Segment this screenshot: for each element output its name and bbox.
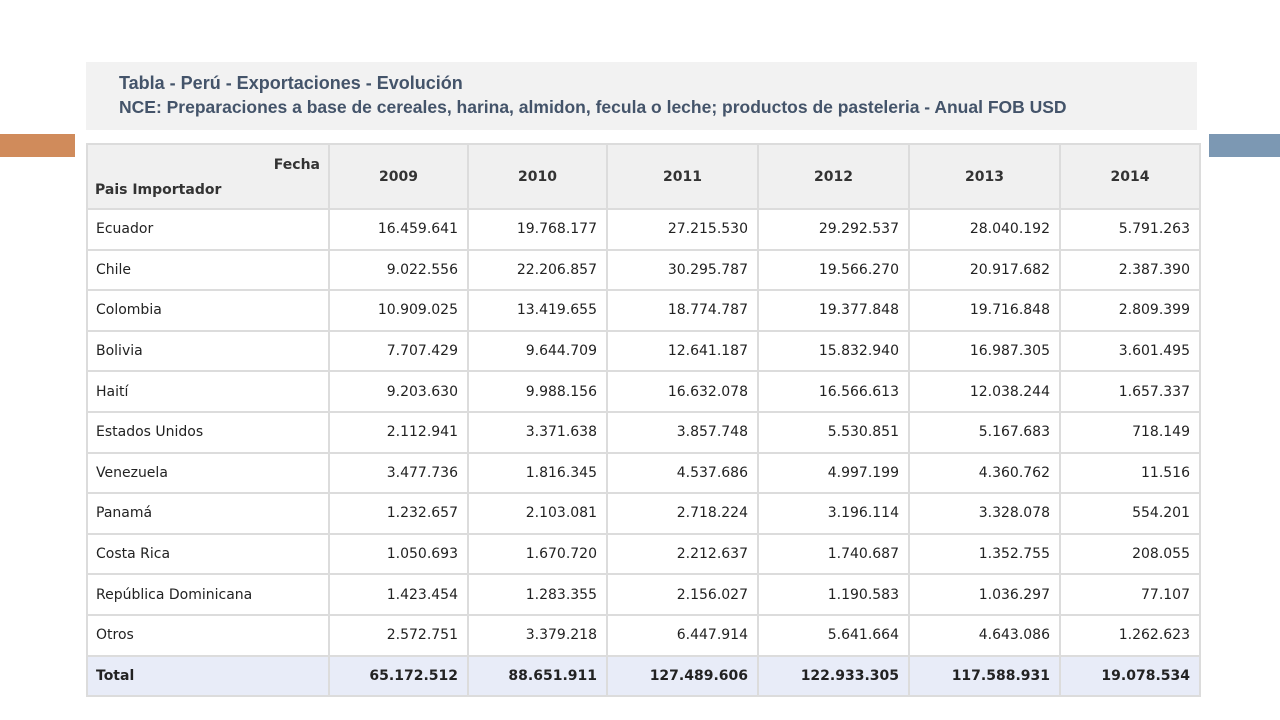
table-row: [88, 332, 1199, 371]
value-cell: 1.423.454: [330, 575, 467, 614]
value-cell: 4.537.686: [608, 454, 757, 493]
year-header: 2009: [330, 145, 467, 208]
country-cell: Panamá: [88, 494, 328, 533]
value-cell: 13.419.655: [469, 291, 606, 330]
value-cell: 2.718.224: [608, 494, 757, 533]
value-cell: 2.212.637: [608, 535, 757, 574]
value-cell: 9.988.156: [469, 372, 606, 411]
country-cell: Haití: [88, 372, 328, 411]
table-row: [88, 413, 1199, 452]
value-cell: 15.832.940: [759, 332, 908, 371]
total-value-cell: 127.489.606: [608, 657, 757, 696]
year-header: 2011: [608, 145, 757, 208]
exports-table: [86, 143, 1201, 697]
total-value-cell: 65.172.512: [330, 657, 467, 696]
table-row: [88, 535, 1199, 574]
table-row: [88, 494, 1199, 533]
table-title: Tabla - Perú - Exportaciones - Evolución: [119, 73, 463, 93]
total-label: Total: [88, 657, 328, 696]
table-row: [88, 616, 1199, 655]
table-row: [88, 291, 1199, 330]
value-cell: 16.632.078: [608, 372, 757, 411]
country-cell: Costa Rica: [88, 535, 328, 574]
value-cell: 28.040.192: [910, 210, 1059, 249]
value-cell: 208.055: [1061, 535, 1199, 574]
value-cell: 30.295.787: [608, 251, 757, 290]
country-cell: Colombia: [88, 291, 328, 330]
total-value-cell: 19.078.534: [1061, 657, 1199, 696]
value-cell: 12.641.187: [608, 332, 757, 371]
country-cell: República Dominicana: [88, 575, 328, 614]
value-cell: 5.641.664: [759, 616, 908, 655]
value-cell: 27.215.530: [608, 210, 757, 249]
table-row: [88, 454, 1199, 493]
value-cell: 2.809.399: [1061, 291, 1199, 330]
value-cell: 1.740.687: [759, 535, 908, 574]
value-cell: 1.657.337: [1061, 372, 1199, 411]
value-cell: 3.857.748: [608, 413, 757, 452]
value-cell: 22.206.857: [469, 251, 606, 290]
value-cell: 4.360.762: [910, 454, 1059, 493]
value-cell: 3.371.638: [469, 413, 606, 452]
value-cell: 2.112.941: [330, 413, 467, 452]
country-cell: Venezuela: [88, 454, 328, 493]
pais-importador-label: Pais Importador: [95, 182, 222, 198]
value-cell: 9.203.630: [330, 372, 467, 411]
value-cell: 5.167.683: [910, 413, 1059, 452]
accent-bar-right: [1209, 134, 1280, 157]
year-header: 2013: [910, 145, 1059, 208]
value-cell: 3.601.495: [1061, 332, 1199, 371]
value-cell: 1.816.345: [469, 454, 606, 493]
value-cell: 1.262.623: [1061, 616, 1199, 655]
value-cell: 1.190.583: [759, 575, 908, 614]
table-subtitle: NCE: Preparaciones a base de cereales, harina, almidon, fecula o leche; productos de pasteleria - Anual FOB USD: [119, 97, 1067, 117]
value-cell: 7.707.429: [330, 332, 467, 371]
value-cell: 6.447.914: [608, 616, 757, 655]
slide-title-box: [86, 62, 1197, 130]
value-cell: 16.566.613: [759, 372, 908, 411]
table-row: [88, 372, 1199, 411]
value-cell: 3.379.218: [469, 616, 606, 655]
country-cell: Bolivia: [88, 332, 328, 371]
value-cell: 1.670.720: [469, 535, 606, 574]
value-cell: 554.201: [1061, 494, 1199, 533]
value-cell: 1.352.755: [910, 535, 1059, 574]
value-cell: 1.283.355: [469, 575, 606, 614]
value-cell: 77.107: [1061, 575, 1199, 614]
value-cell: 718.149: [1061, 413, 1199, 452]
value-cell: 9.644.709: [469, 332, 606, 371]
fecha-label: Fecha: [273, 157, 320, 173]
corner-header: [88, 145, 328, 208]
value-cell: 2.156.027: [608, 575, 757, 614]
country-cell: Estados Unidos: [88, 413, 328, 452]
value-cell: 20.917.682: [910, 251, 1059, 290]
value-cell: 1.232.657: [330, 494, 467, 533]
table-body: [88, 210, 1199, 695]
total-value-cell: 88.651.911: [469, 657, 606, 696]
total-row: [88, 657, 1199, 696]
value-cell: 19.377.848: [759, 291, 908, 330]
value-cell: 9.022.556: [330, 251, 467, 290]
value-cell: 2.387.390: [1061, 251, 1199, 290]
table-row: [88, 251, 1199, 290]
value-cell: 10.909.025: [330, 291, 467, 330]
year-header: 2010: [469, 145, 606, 208]
year-header: 2012: [759, 145, 908, 208]
value-cell: 19.768.177: [469, 210, 606, 249]
year-header: 2014: [1061, 145, 1199, 208]
value-cell: 5.530.851: [759, 413, 908, 452]
value-cell: 11.516: [1061, 454, 1199, 493]
value-cell: 4.997.199: [759, 454, 908, 493]
value-cell: 1.036.297: [910, 575, 1059, 614]
value-cell: 3.477.736: [330, 454, 467, 493]
total-value-cell: 122.933.305: [759, 657, 908, 696]
country-cell: Otros: [88, 616, 328, 655]
table-row: [88, 210, 1199, 249]
value-cell: 2.572.751: [330, 616, 467, 655]
value-cell: 5.791.263: [1061, 210, 1199, 249]
total-value-cell: 117.588.931: [910, 657, 1059, 696]
value-cell: 3.328.078: [910, 494, 1059, 533]
table-header-row: [88, 145, 1199, 208]
value-cell: 19.716.848: [910, 291, 1059, 330]
value-cell: 12.038.244: [910, 372, 1059, 411]
country-cell: Chile: [88, 251, 328, 290]
value-cell: 3.196.114: [759, 494, 908, 533]
value-cell: 2.103.081: [469, 494, 606, 533]
value-cell: 29.292.537: [759, 210, 908, 249]
value-cell: 19.566.270: [759, 251, 908, 290]
value-cell: 16.987.305: [910, 332, 1059, 371]
country-cell: Ecuador: [88, 210, 328, 249]
value-cell: 18.774.787: [608, 291, 757, 330]
value-cell: 1.050.693: [330, 535, 467, 574]
table-row: [88, 575, 1199, 614]
accent-bar-left: [0, 134, 75, 157]
value-cell: 4.643.086: [910, 616, 1059, 655]
value-cell: 16.459.641: [330, 210, 467, 249]
